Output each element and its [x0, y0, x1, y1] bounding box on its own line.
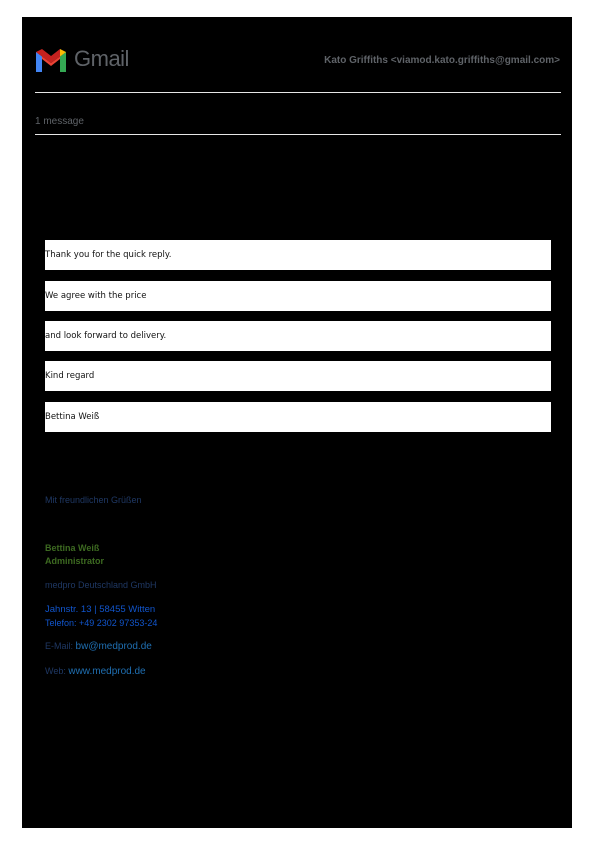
- web-link[interactable]: www.medprod.de: [68, 666, 146, 677]
- signature-company: medpro Deutschland GmbH: [45, 580, 157, 590]
- message-divider: [35, 134, 561, 135]
- email-link[interactable]: bw@medprod.de: [75, 641, 152, 652]
- body-line: [45, 281, 551, 311]
- signature-phone: Telefon: +49 2302 97353-24: [45, 618, 158, 628]
- signature-web: [45, 666, 146, 677]
- message-count: 1 message: [35, 116, 84, 127]
- email-label: E-Mail:: [45, 641, 74, 651]
- gmail-logo-text: Gmail: [74, 46, 129, 71]
- body-line: [45, 361, 551, 391]
- body-line: [45, 321, 551, 351]
- body-line-text: and look forward to delivery.: [45, 331, 167, 341]
- body-line-text: Kind regard: [45, 371, 95, 381]
- signature-name: Bettina Weiß: [45, 543, 100, 553]
- sender-address: Kato Griffiths <viamod.kato.griffiths@gmail.com>: [324, 55, 560, 66]
- body-line-text: We agree with the price: [45, 291, 147, 301]
- web-label: Web:: [45, 666, 66, 676]
- signature-role: Administrator: [45, 556, 105, 566]
- header-divider: [35, 92, 561, 93]
- body-line: [45, 402, 551, 432]
- signature-email: [45, 641, 152, 652]
- signature-closing: Mit freundlichen Grüßen: [45, 495, 142, 505]
- body-line: [45, 240, 551, 270]
- signature-address: Jahnstr. 13 | 58455 Witten: [45, 604, 156, 615]
- body-line-text: Bettina Weiß: [45, 412, 100, 422]
- body-line-text: Thank you for the quick reply.: [45, 250, 172, 260]
- gmail-logo-icon: [34, 46, 68, 72]
- email-print-page: [22, 17, 572, 828]
- gmail-logo: [34, 46, 129, 72]
